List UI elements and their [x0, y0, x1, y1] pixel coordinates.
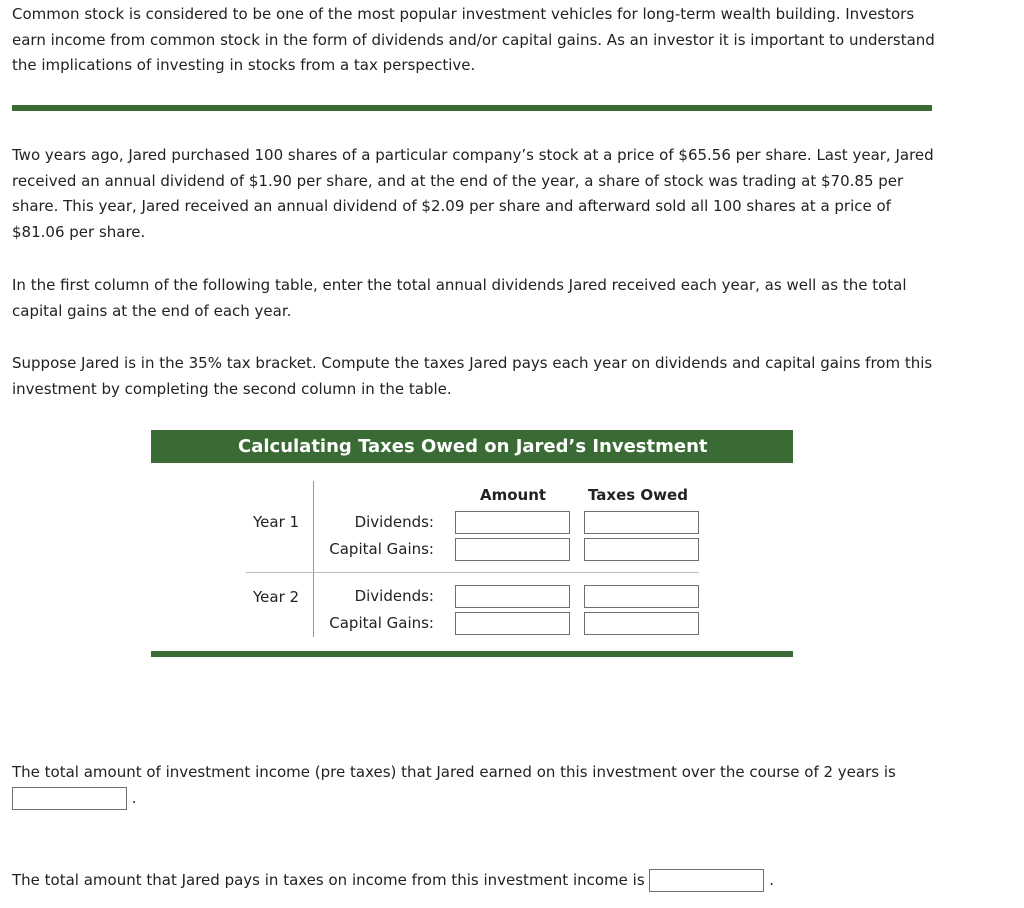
year-2-capital-gains-taxes-input[interactable]: [584, 612, 699, 635]
table-vertical-divider: [313, 481, 314, 637]
total-taxes-period: .: [769, 871, 774, 889]
year-2-dividends-amount-input[interactable]: [455, 585, 570, 608]
total-income-period: .: [131, 788, 137, 807]
instruction-taxes-paragraph: Suppose Jared is in the 35% tax bracket. Compute the taxes Jared pays each year on dividends and capital gains from this investment by completing the second column in the table.: [12, 354, 933, 398]
year-2-capital-gains-label: Capital Gains:: [329, 614, 434, 632]
total-income-question: [12, 760, 937, 811]
column-header-amount: Amount: [480, 486, 547, 504]
year-1-label: Year 1: [253, 513, 300, 531]
intro-paragraph: Common stock is considered to be one of the most popular investment vehicles for long-term wealth building. Investors earn income from common stock in the form of dividends and/or capital gains. As an investor it is important to understand the implications of investing in stocks from a tax perspective.: [12, 5, 935, 75]
table-footer-rule: [151, 651, 793, 657]
year-1-capital-gains-taxes-input[interactable]: [584, 538, 699, 561]
year-1-dividends-amount-input[interactable]: [455, 511, 570, 534]
total-income-question-text: The total amount of investment income (pre taxes) that Jared earned on this investment over the course of 2 years is: [12, 763, 896, 781]
total-taxes-question: [12, 868, 937, 894]
year-2-capital-gains-amount-input[interactable]: [455, 612, 570, 635]
column-header-taxes-owed: Taxes Owed: [588, 486, 688, 504]
year-2-dividends-label: Dividends:: [354, 587, 434, 605]
year-1-capital-gains-label: Capital Gains:: [329, 540, 434, 558]
year-1-dividends-taxes-input[interactable]: [584, 511, 699, 534]
scenario-paragraph: Two years ago, Jared purchased 100 shares of a particular company’s stock at a price of $65.56 per share. Last year, Jared received an annual dividend of $1.90 per share, and at the end of the year, a share of stock was trading at $70.85 per share. This year, Jared received an annual dividend of $2.09 per share and afterward sold all 100 shares at a price of $81.06 per share.: [12, 146, 934, 241]
total-income-input[interactable]: [12, 787, 127, 810]
table-row-divider: [246, 572, 699, 573]
instruction-amount-paragraph: In the first column of the following table, enter the total annual dividends Jared received each year, as well as the total capital gains at the end of each year.: [12, 276, 907, 320]
year-2-dividends-taxes-input[interactable]: [584, 585, 699, 608]
year-1-dividends-label: Dividends:: [354, 513, 434, 531]
year-2-label: Year 2: [253, 588, 300, 606]
total-taxes-question-text: The total amount that Jared pays in taxes on income from this investment income is: [12, 871, 645, 889]
total-taxes-input[interactable]: [649, 869, 764, 892]
year-1-capital-gains-amount-input[interactable]: [455, 538, 570, 561]
table-title: Calculating Taxes Owed on Jared’s Investment: [151, 430, 793, 463]
section-divider: [12, 105, 932, 111]
